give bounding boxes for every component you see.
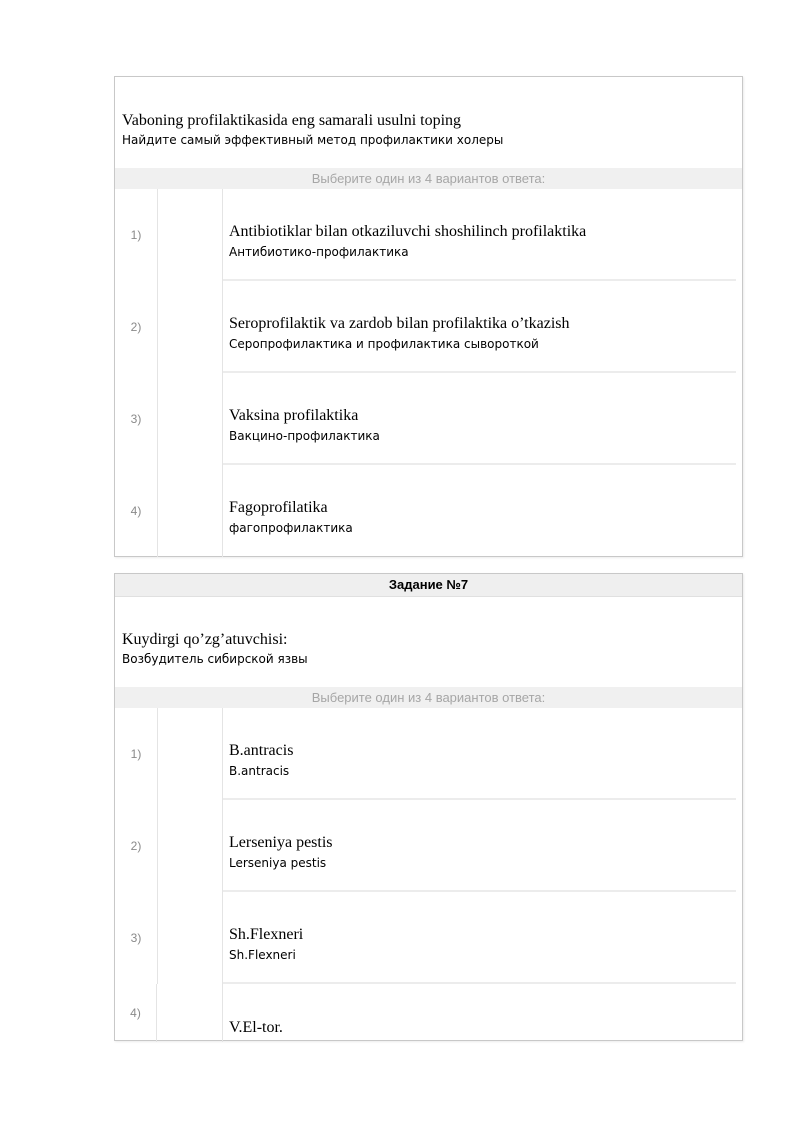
option-number: 4) [115,984,157,1042]
question-block [115,597,742,687]
option-text-uz: B.antracis [229,742,294,759]
task-header: Задание №7 [115,574,742,597]
option-text-ru: фагопрофилактика [229,521,353,535]
answer-option[interactable] [115,189,742,281]
option-select-cell[interactable] [158,373,223,465]
option-number: 2) [115,281,158,373]
option-select-cell[interactable] [158,189,223,281]
answer-option[interactable] [115,984,742,1042]
question-text-uz: Kuydirgi qo’zg’atuvchisi: [122,631,288,648]
answer-instruction: Выберите один из 4 вариантов ответа: [115,687,742,708]
option-text-ru: B.antracis [229,764,290,778]
option-number: 3) [115,892,158,984]
option-text-uz: Antibiotiklar bilan otkaziluvchi shoshilinch profilaktika [229,223,587,240]
option-text-ru: Вакцино-профилактика [229,429,380,443]
answer-option[interactable] [115,800,742,892]
task-card-6 [114,76,743,557]
option-text-ru: Антибиотико-профилактика [229,245,409,259]
option-number: 2) [115,800,158,892]
question-text-uz: Vaboning profilaktikasida eng samarali usulni toping [122,112,462,129]
option-select-cell[interactable] [158,800,223,892]
question-block [115,77,742,168]
option-number: 4) [115,465,158,557]
option-text-uz: Seroprofilaktik va zardob bilan profilaktika o’tkazish [229,315,570,332]
option-number: 1) [115,708,158,800]
option-text-ru: Sh.Flexneri [229,948,296,962]
option-text-uz: Vaksina profilaktika [229,407,359,424]
answer-option[interactable] [115,465,742,557]
question-text-ru: Возбудитель сибирской язвы [122,652,308,666]
option-select-cell[interactable] [158,281,223,373]
option-select-cell[interactable] [158,984,223,1042]
option-number: 3) [115,373,158,465]
answer-option[interactable] [115,892,742,984]
option-text-uz: Sh.Flexneri [229,926,304,943]
answer-option[interactable] [115,373,742,465]
option-number: 1) [115,189,158,281]
option-text-uz: V.El-tor. [229,1019,283,1036]
option-select-cell[interactable] [158,465,223,557]
option-text-ru: Серопрофилактика и профилактика сывороткой [229,337,539,351]
option-select-cell[interactable] [158,892,223,984]
option-text-ru: Lerseniya pestis [229,856,327,870]
task-card-7 [114,573,743,1041]
answer-option[interactable] [115,708,742,800]
option-text-uz: Fagoprofilatika [229,499,328,516]
answer-options [115,189,742,557]
question-text-ru: Найдите самый эффективный метод профилактики холеры [122,133,504,147]
option-select-cell[interactable] [158,708,223,800]
answer-options [115,708,742,1042]
option-text-uz: Lerseniya pestis [229,834,333,851]
answer-option[interactable] [115,281,742,373]
answer-instruction: Выберите один из 4 вариантов ответа: [115,168,742,189]
